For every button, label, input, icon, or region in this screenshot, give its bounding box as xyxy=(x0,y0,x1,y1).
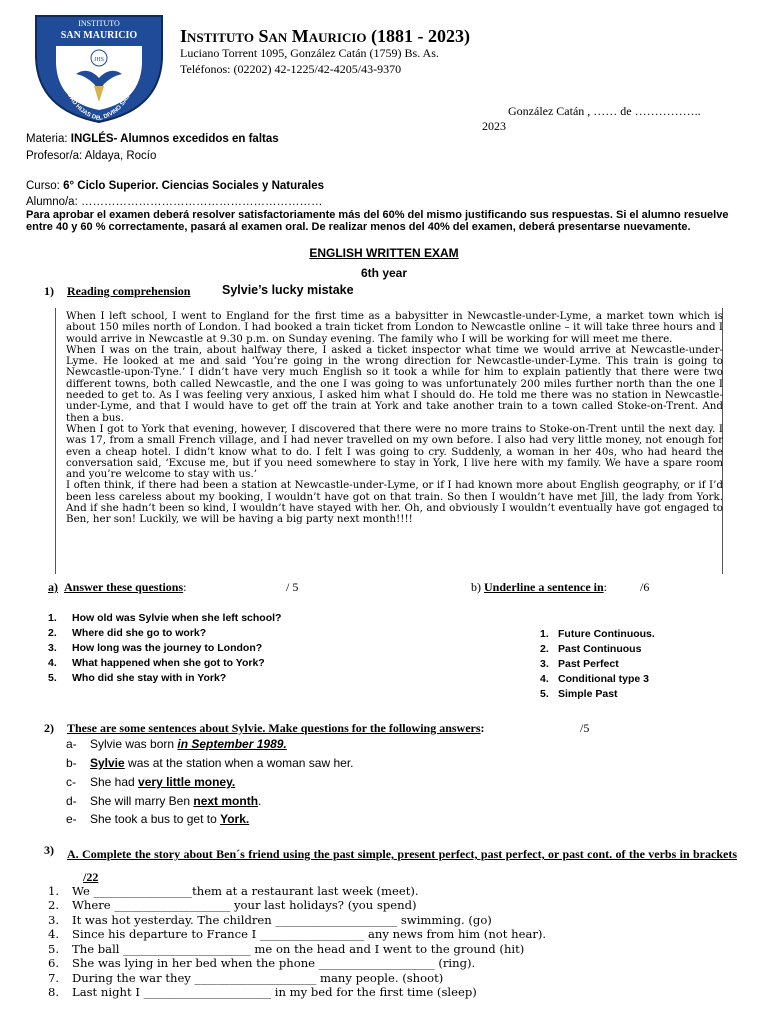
exam-rules: Para aprobar el examen deberá resolver satisfactoriamente más del 60% del mismo justificando sus respuestas. Si el alumno resuelve entre 40 y 60 % correctamente, pasará al examen oral. De realizar menos del 40% del examen, deberá presentarse nuevamente. xyxy=(26,209,729,234)
question-item: 2. Where did she go to work? xyxy=(48,627,207,639)
part-b-score: /6 xyxy=(640,580,650,594)
section3-label: A. Complete the story about Ben´s friend using the past simple, present perfect, past perfect, or past cont. of the verbs in brackets/22 xyxy=(67,847,737,884)
school-address: Luciano Torrent 1095, González Catán (1759) Bs. As. xyxy=(180,46,439,60)
course-label: Curso: xyxy=(26,180,64,192)
tense-item: 4. Conditional type 3 xyxy=(540,673,650,685)
sentence-item: a- xyxy=(66,737,77,751)
reading-paragraph: I often think, if there had been a station at Newcastle-under-Lyme, or if I had known more about English geography, or if I’d been less careless about my booking, I wouldn’t have got on that train. So then I wouldn’t have met Jill, the lady from York. And if she hadn’t been so kind, I wouldn’t have stayed with her. Oh, and obviously I wouldn’t eventually have got engaged to Ben, her son! Luckily, we will be having a big party next month!!!! xyxy=(66,479,723,526)
tense-item: 3. Past Perfect xyxy=(540,658,619,670)
section1-number: 1) xyxy=(44,284,54,298)
part-b-colon: : xyxy=(603,580,608,594)
subject-value: INGLÉS- Alumnos excedidos en faltas xyxy=(70,133,279,145)
section2-number: 2) xyxy=(44,721,54,735)
tense-item: 1. Future Continuous. xyxy=(540,628,655,640)
crest-top-text: INSTITUTO xyxy=(78,19,120,28)
section1-label: Reading comprehension xyxy=(67,284,191,298)
part-a-colon: : xyxy=(183,580,187,594)
crest-monogram: JHS xyxy=(93,57,105,63)
tense-item: 5. Simple Past xyxy=(540,688,618,700)
tense-item: 2. Past Continuous xyxy=(540,643,642,655)
section2-label: These are some sentences about Sylvie. Make questions for the following answers xyxy=(67,721,481,735)
course-line xyxy=(26,180,324,192)
section2-score: /5 xyxy=(580,721,590,735)
exam-title: ENGLISH WRITTEN EXAM xyxy=(309,246,459,260)
school-name: Instituto San Mauricio (1881 - 2023) xyxy=(180,26,471,46)
sentence-text: She had very little money. xyxy=(90,775,236,789)
section3-score: /22 xyxy=(83,870,99,884)
section2-header xyxy=(67,721,485,736)
part-b-header xyxy=(471,580,607,595)
reading-paragraph: When I left school, I went to England for the first time as a babysitter in Newcastle-under-Lyme, a market town which is about 150 miles north of London. I had booked a train ticket from London to Newcastle online – it will take three hours and I would arrive in Newcastle at 9.30 p.m. on Sunday evening. The family who I will be working for will meet me there. xyxy=(66,310,723,345)
teacher-line: Profesor/a: Aldaya, Rocío xyxy=(26,150,157,162)
sentence-text: She will marry Ben next month. xyxy=(90,794,262,808)
subject-line xyxy=(26,133,279,145)
school-crest-logo xyxy=(32,12,166,124)
course-value: 6° Ciclo Superior. Ciencias Sociales y Naturales xyxy=(63,180,324,192)
part-a-score: / 5 xyxy=(286,580,299,594)
story-item[interactable]: 2. Where ____________________ your last holidays? (you spend) xyxy=(48,898,417,912)
exam-year: 6th year xyxy=(360,266,408,280)
sentence-text: Sylvie was at the station when a woman saw her. xyxy=(90,756,354,770)
part-a-header xyxy=(48,580,186,595)
part-b-prefix: b) xyxy=(471,580,484,594)
question-item: 4. What happened when she got to York? xyxy=(48,657,265,669)
crest-name-text: SAN MAURICIO xyxy=(60,30,138,41)
story-item[interactable]: 3. It was hot yesterday. The children _____________________ swimming. (go) xyxy=(48,913,492,927)
crest-ring-text: SOCIEDAD HIJAS DEL DIVINO SALVADOR xyxy=(59,75,139,123)
story-title: Sylvie’s lucky mistake xyxy=(222,283,354,297)
question-item: 1. How old was Sylvie when she left school? xyxy=(48,612,282,624)
story-item[interactable]: 4. Since his departure to France I __________________ any news from him (not hear). xyxy=(48,927,547,941)
part-b-label: Underline a sentence in xyxy=(484,580,604,594)
part-a-label: Answer these questions xyxy=(64,580,184,594)
story-item[interactable]: 8. Last night I ______________________ in my bed for the first time (sleep) xyxy=(48,985,477,999)
year-line: 2023 xyxy=(482,119,506,133)
section2-colon: : xyxy=(480,721,485,735)
sentence-item: d- xyxy=(66,794,77,808)
sentence-item: c- xyxy=(66,775,76,789)
sentence-item: e- xyxy=(66,812,77,826)
question-item: 5. Who did she stay with in York? xyxy=(48,672,227,684)
date-line: González Catán , …… de …………….. xyxy=(508,104,701,118)
section3-number: 3) xyxy=(44,843,54,857)
sentence-text: She took a bus to get to York. xyxy=(90,812,250,826)
reading-text xyxy=(66,311,723,526)
sentence-item: b- xyxy=(66,756,77,770)
reading-paragraph: When I got to York that evening, however, I discovered that there were no more trains to Stoke-on-Trent until the next day. I was 17, from a small French village, and I had never travelled on my own before. I also had very little money, not enough for even a cheap hotel. I didn’t know what to do. I felt I was going to cry. Suddenly, a woman in her 40s, who had heard the conversation said, ‘Excuse me, but if you need somewhere to stay in York, I live here with my family. We have a spare room and you’re welcome to stay with us.’ xyxy=(66,422,723,481)
story-item[interactable]: 6. She was lying in her bed when the phone ____________________ (ring). xyxy=(48,956,476,970)
student-name-field[interactable]: Alumno/a: ……………………………………………………… xyxy=(26,196,323,208)
story-item[interactable]: 5. The ball ______________________ me on the head and I went to the ground (hit) xyxy=(48,942,525,956)
subject-label: Materia: xyxy=(26,133,71,145)
story-item[interactable]: 1. We _________________them at a restaurant last week (meet). xyxy=(48,884,419,898)
question-item: 3. How long was the journey to London? xyxy=(48,642,263,654)
sentence-text: Sylvie was born in September 1989. xyxy=(90,737,287,751)
reading-paragraph: When I was on the train, about halfway there, I asked a ticket inspector what time we would arrive at Newcastle-under-Lyme. He looked at me and said ‘You’re going in the wrong direction for Newcastle-under-Lyme. This train is going to Newcastle-upon-Tyne.’ I didn’t have very much English so it took a while for him to explain patiently that there were two different towns, both called Newcastle, and the one I was going to was unfortunately 200 miles further north than the one I needed to get to. As I was feeling very anxious, I asked him what I should do. He told me there was no station in Newcastle-under-Lyme, and that I would have to get off the train at York and take another train to a town called Stoke-on-Trent. And then a bus. xyxy=(66,343,723,424)
part-a-letter: a) xyxy=(48,580,58,594)
story-item[interactable]: 7. During the war they _____________________ many people. (shoot) xyxy=(48,971,444,985)
school-phones: Teléfonos: (02202) 42-1225/42-4205/43-9370 xyxy=(180,62,402,76)
